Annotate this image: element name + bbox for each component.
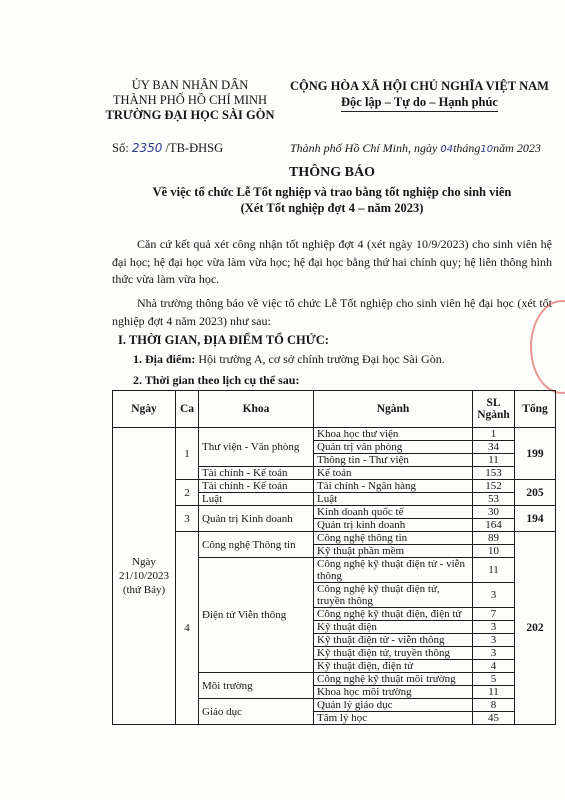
count-cell: 89 [473,532,515,545]
shift-cell: 3 [176,506,199,532]
major-cell: Công nghệ kỹ thuật điện tử, truyền thông [314,583,473,608]
total-cell: 199 [515,428,556,480]
place-date-mid: tháng [453,141,481,155]
faculty-cell: Thư viện - Văn phòng [199,428,314,467]
table-row [113,428,556,441]
count-cell: 1 [473,428,515,441]
count-cell: 3 [473,634,515,647]
document-title: THÔNG BÁO [289,165,375,180]
count-cell: 3 [473,621,515,634]
table-row [113,506,556,519]
issuer-line-1: ỦY BAN NHÂN DÂN [131,78,249,92]
shift-cell: 4 [176,532,199,725]
count-cell: 34 [473,441,515,454]
table-header-row [113,391,556,428]
count-cell: 4 [473,660,515,673]
faculty-cell: Tài chính - Kế toán [199,480,314,493]
major-cell: Quản lý giáo dục [314,699,473,712]
issuer-block [95,78,285,123]
major-cell: Công nghệ thông tin [314,532,473,545]
major-cell: Luật [314,493,473,506]
major-cell: Kế toán [314,467,473,480]
count-cell: 3 [473,647,515,660]
day-cell [113,428,176,725]
document-number [112,141,223,156]
major-cell: Kinh doanh quốc tế [314,506,473,519]
subtitle-line-2: (Xét Tốt nghiệp đợt 4 – năm 2023) [240,201,424,215]
subtitle-line-1: Về việc tổ chức Lễ Tốt nghiệp và trao bằng tốt nghiệp cho sinh viên [152,185,512,199]
table-row [113,480,556,493]
count-cell: 11 [473,686,515,699]
faculty-cell: Điện tử Viễn thông [199,558,314,673]
doc-number-handwritten: 2350 [131,141,163,155]
count-cell: 7 [473,608,515,621]
faculty-cell: Quản trị Kinh doanh [199,506,314,532]
issuer-line-2: THÀNH PHỐ HỒ CHÍ MINH [112,93,268,107]
place-date-before: Thành phố Hồ Chí Minh, ngày [290,141,438,155]
table-row [113,532,556,545]
count-cell: 53 [473,493,515,506]
doc-number-prefix: Số: [112,141,129,155]
major-cell: Quản trị văn phòng [314,441,473,454]
day-weekday: (thứ Bảy) [122,584,166,596]
header-day: Ngày [113,391,176,428]
total-cell: 205 [515,480,556,506]
national-header [282,78,557,112]
header-major: Ngành [314,391,473,428]
day-label: Ngày [132,556,156,568]
shift-cell: 1 [176,428,199,480]
issuer-school: TRƯỜNG ĐẠI HỌC SÀI GÒN [105,108,275,122]
count-cell: 3 [473,583,515,608]
document-subtitle [112,184,552,216]
major-cell: Kỹ thuật điện tử, truyền thông [314,647,473,660]
major-cell: Kỹ thuật điện, điện tử [314,660,473,673]
faculty-cell: Công nghệ Thông tin [199,532,314,558]
major-cell: Kỹ thuật phần mềm [314,545,473,558]
paragraph-basis: Căn cứ kết quả xét công nhận tốt nghiệp đợt 4 (xét ngày 10/9/2023) cho sinh viên hệ đại học; hệ đại học vừa làm vừa học; hệ đại học bằng thứ hai chính quy; hệ liên thông hình thức vừa làm vừa học. [112,237,552,286]
place-date-day: 04 [440,144,454,155]
header-faculty: Khoa [199,391,314,428]
major-cell: Công nghệ kỹ thuật điện, điện tử [314,608,473,621]
major-cell: Công nghệ kỹ thuật điện tử - viễn thông [314,558,473,583]
section-heading: I. THỜI GIAN, ĐỊA ĐIỂM TỔ CHỨC: [118,333,329,347]
major-cell: Quản trị kinh doanh [314,519,473,532]
schedule-table [112,390,556,725]
venue-label: 1. Địa điểm: [133,352,196,366]
count-cell: 152 [473,480,515,493]
count-cell: 8 [473,699,515,712]
total-cell: 202 [515,532,556,725]
major-cell: Kỹ thuật điện tử - viễn thông [314,634,473,647]
faculty-cell: Tài chính - Kế toán [199,467,314,480]
place-date-month: 10 [480,144,494,155]
header-count: SL Ngành [473,391,515,428]
faculty-cell: Môi trường [199,673,314,699]
count-cell: 11 [473,454,515,467]
venue-text: Hội trường A, cơ sở chính trường Đại học Sài Gòn. [195,352,445,366]
count-cell: 11 [473,558,515,583]
faculty-cell: Giáo dục [199,699,314,725]
major-cell: Thông tin - Thư viện [314,454,473,467]
count-cell: 5 [473,673,515,686]
count-cell: 45 [473,712,515,725]
header-shift: Ca [176,391,199,428]
faculty-cell: Luật [199,493,314,506]
day-date: 21/10/2023 [118,570,170,582]
major-cell: Tài chính - Ngân hàng [314,480,473,493]
major-cell: Công nghệ kỹ thuật môi trường [314,673,473,686]
total-cell: 194 [515,506,556,532]
count-cell: 153 [473,467,515,480]
place-date [290,141,541,156]
shift-cell: 2 [176,480,199,506]
national-motto: Độc lập – Tự do – Hạnh phúc [341,94,498,112]
doc-number-suffix: /TB-ĐHSG [165,141,224,155]
count-cell: 164 [473,519,515,532]
major-cell: Tâm lý học [314,712,473,725]
venue-item [133,352,445,367]
count-cell: 30 [473,506,515,519]
major-cell: Khoa học môi trường [314,686,473,699]
place-date-after: năm 2023 [493,141,541,155]
schedule-item: 2. Thời gian theo lịch cụ thể sau: [133,373,300,387]
count-cell: 10 [473,545,515,558]
major-cell: Kỹ thuật điện [314,621,473,634]
major-cell: Khoa học thư viện [314,428,473,441]
paragraph-announcement: Nhà trường thông báo về việc tổ chức Lễ Tốt nghiệp cho sinh viên hệ đại học (xét tốt nghiệp đợt 4 năm 2023) như sau: [112,296,552,328]
national-title: CỘNG HÒA XÃ HỘI CHỦ NGHĨA VIỆT NAM [290,79,549,93]
header-total: Tổng [515,391,556,428]
